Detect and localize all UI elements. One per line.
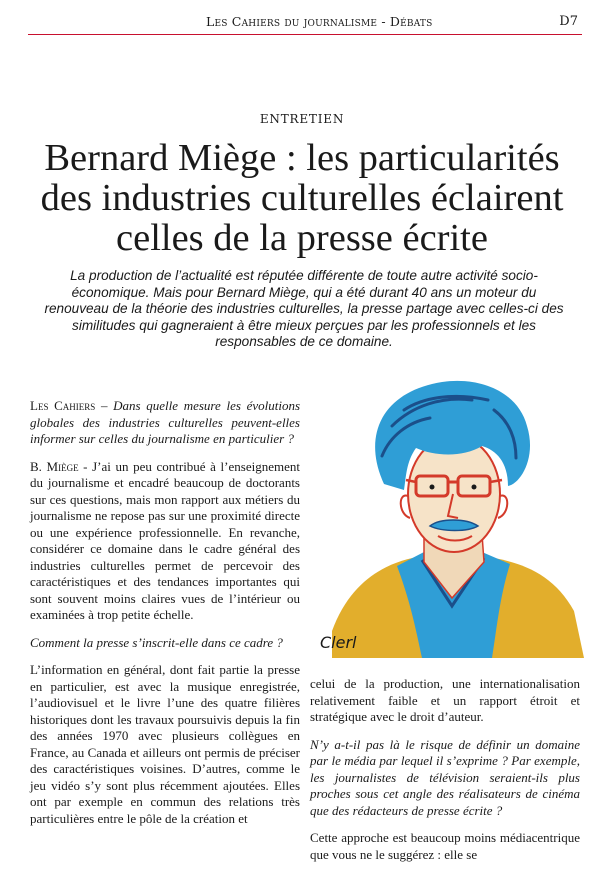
question-1-text: Dans quelle mesure les évolutions globales des industries culturelles peuvent-elles informer sur celles du journalisme en particulier ? [30, 398, 301, 446]
column-left [30, 398, 300, 838]
article-title: Bernard Miège : les particularités des industries culturelles éclairent celles de la presse écrite [40, 137, 564, 259]
speaker-dash: – [95, 398, 114, 413]
column-right [310, 676, 580, 874]
illustrator-signature: Clerl [320, 633, 357, 652]
question-2: Comment la presse s’inscrit-elle dans ce cadre ? [30, 634, 283, 650]
speaker-dash: - [78, 458, 93, 474]
speaker-miege: B. Miège [30, 458, 79, 474]
answer-2: L’information en général, dont fait partie la presse en particulier, est avec la musique enregistrée, l’audiovisuel et le livre l’une des quatre filières historiques dont les travaux poursuivis depuis la fin des années 1970 avec plusieurs collègues en France, au Canada et ailleurs ont permis de préciser des caractéristiques voisines. D’autres, comme le jeu vidéo s’y sont plus récemment ajoutées. Elles ont par exemple en commun des relations très particulières entre le pôle de la création et [30, 662, 300, 826]
section-kicker: ENTRETIEN [259, 112, 345, 126]
question-3: N’y a-t-il pas là le risque de définir un domaine par le média par lequel il s’exprime ? Par exemple, les journalistes de télévision seraient-ils plus proches sous cet angle des réalisateurs de cinéma que des rédacteurs de presse écrite ? [310, 736, 580, 818]
page-number: D7 [559, 14, 578, 29]
answer-1 [30, 459, 300, 624]
question-1 [30, 398, 300, 448]
article-lead: La production de l’actualité est réputée différente de toute autre activité socio-économique. Mais pour Bernard Miège, qui a été durant 40 ans un moteur du renouveau de la théorie des industries culturelles, la presse partage avec celles-ci des similitudes qui gagneraient à être mieux perçues par les professionnels et les responsables de ce domaine. [44, 268, 564, 350]
portrait-illustration [312, 366, 592, 666]
answer-3: Cette approche est beaucoup moins médiacentrique que vous ne le suggérez : elle se [310, 830, 580, 862]
running-title: Les Cahiers du journalisme - Débats [206, 14, 433, 29]
answer-1-text: J’ai un peu contribué à l’enseignement du journalisme et encadré beaucoup de doctorants sur ces questions, mais mon rapport aux métiers du journalisme ne repose pas sur une proximité directe ou une expérience professionnelle. En revanche, considérer ce domaine dans le cadre général des industries culturelles permet de percevoir des caractéristiques et des tendances importantes qui sont souvent moins claires vues de l’intérieur ou examinées à trop petite échelle. [30, 458, 300, 622]
running-header [28, 8, 582, 35]
speaker-cahiers: Les Cahiers [30, 398, 96, 413]
answer-2-continued: celui de la production, une internationalisation relativement faible et un rapport étroit et stratégique avec le droit d’auteur. [310, 676, 580, 724]
